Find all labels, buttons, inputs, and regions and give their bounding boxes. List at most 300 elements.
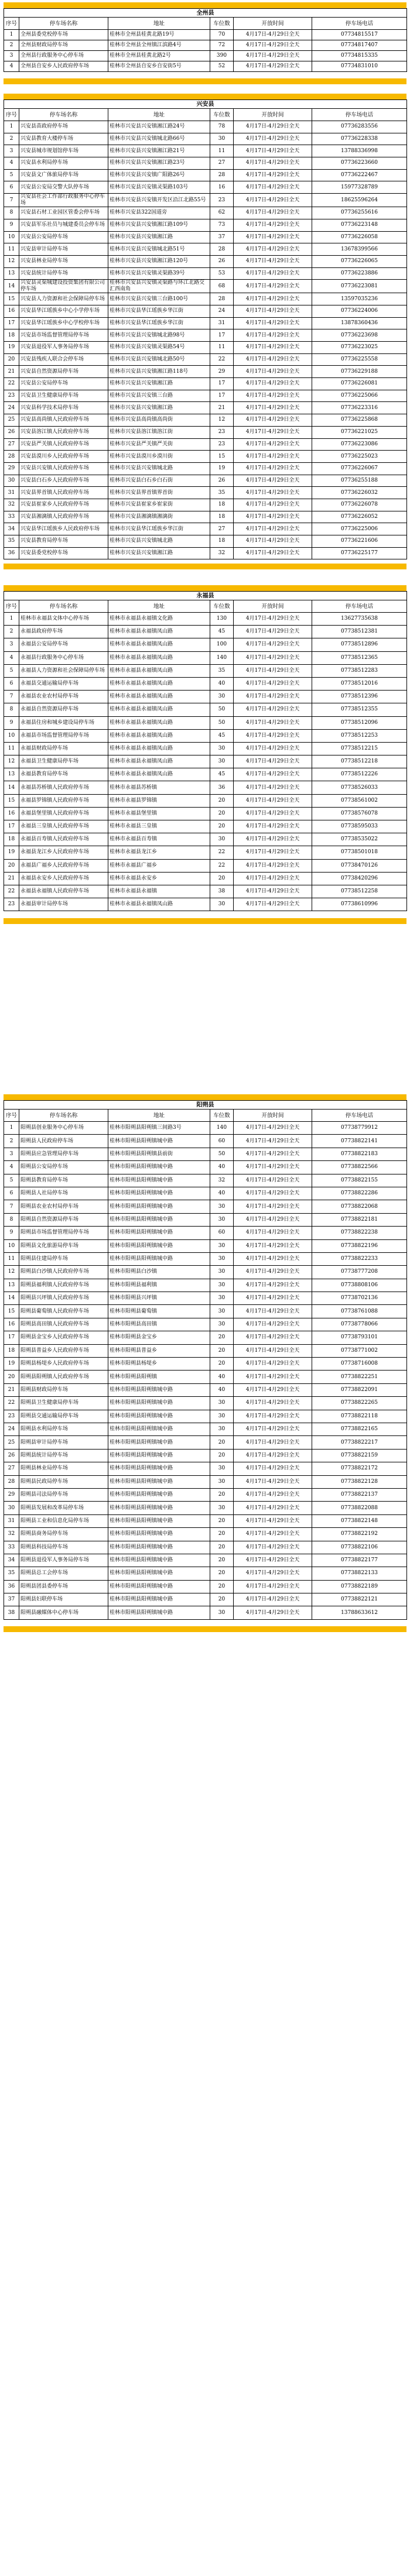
lot-address: 桂林市永福县永福镇凤山路 xyxy=(108,677,210,690)
space-count: 32 xyxy=(210,547,234,559)
open-time: 4月17日-4月29日全天 xyxy=(234,207,312,219)
row-index: 13 xyxy=(4,1279,19,1292)
lot-name: 阳朔县司法局停车场 xyxy=(19,1488,108,1501)
space-count: 45 xyxy=(210,768,234,781)
lot-address: 桂林市阳朔县阳朔镇城中路 xyxy=(108,1606,210,1619)
lot-name: 兴安县兴安镇人民政府停车场 xyxy=(19,462,108,475)
lot-name: 永福县广福乡人民政府停车场 xyxy=(19,859,108,872)
lot-phone: 07738512283 xyxy=(312,664,407,677)
table-row xyxy=(4,1148,407,1160)
space-count: 50 xyxy=(210,703,234,716)
table-row xyxy=(4,194,407,207)
lot-address: 桂林市兴安县兴安镇城北路50号 xyxy=(108,353,210,366)
lot-address: 桂林市阳朔县阳朔镇城中路 xyxy=(108,1502,210,1514)
row-index: 18 xyxy=(4,329,19,342)
lot-name: 阳朔县交通运输局停车场 xyxy=(19,1410,108,1423)
open-time: 4月17日-4月29日全天 xyxy=(234,1593,312,1606)
lot-phone: 07738501018 xyxy=(312,846,407,859)
section-4 xyxy=(4,1094,406,1632)
column-header: 地址 xyxy=(108,18,210,30)
lot-phone: 07738512215 xyxy=(312,742,407,755)
space-count: 30 xyxy=(210,1305,234,1318)
row-index: 2 xyxy=(4,1135,19,1148)
space-count: 100 xyxy=(210,638,234,651)
lot-phone: 07738822192 xyxy=(312,1528,407,1541)
table-row xyxy=(4,1292,407,1305)
open-time: 4月17日-4月29日全天 xyxy=(234,1292,312,1305)
row-index: 2 xyxy=(4,133,19,145)
space-count: 19 xyxy=(210,462,234,475)
row-index: 9 xyxy=(4,219,19,231)
table-row xyxy=(4,1593,407,1606)
space-count: 22 xyxy=(210,846,234,859)
lot-phone: 07738793101 xyxy=(312,1331,407,1344)
space-count: 30 xyxy=(210,133,234,145)
open-time: 4月17日-4月29日全天 xyxy=(234,1410,312,1423)
lot-address: 桂林市阳朔县阳朔镇城中路 xyxy=(108,1580,210,1593)
lot-address: 桂林市阳朔县阳朔镇城中路 xyxy=(108,1423,210,1435)
lot-phone: 07738512396 xyxy=(312,691,407,703)
space-count: 20 xyxy=(210,820,234,833)
space-count: 27 xyxy=(210,523,234,535)
row-index: 10 xyxy=(4,1239,19,1252)
space-count: 20 xyxy=(210,872,234,885)
lot-name: 永福县人力资源和社会保障局停车场 xyxy=(19,664,108,677)
open-time: 4月17日-4月29日全天 xyxy=(234,1279,312,1292)
space-count: 16 xyxy=(210,181,234,194)
lot-phone: 07738808106 xyxy=(312,1279,407,1292)
table-row xyxy=(4,1344,407,1357)
space-count: 30 xyxy=(210,1200,234,1213)
column-header: 车位数 xyxy=(210,600,234,613)
lot-phone: 07738822183 xyxy=(312,1148,407,1160)
open-time: 4月17日-4月29日全天 xyxy=(234,231,312,243)
lot-name: 兴安县公安局交警大队停车场 xyxy=(19,181,108,194)
row-index: 19 xyxy=(4,846,19,859)
table-row xyxy=(4,1488,407,1501)
lot-name: 阳朔县妇联停车场 xyxy=(19,1593,108,1606)
table-row xyxy=(4,872,407,885)
lot-name: 兴安县委党校停车场 xyxy=(19,547,108,559)
row-index: 36 xyxy=(4,1580,19,1593)
lot-name: 阳朔县科技局停车场 xyxy=(19,1541,108,1554)
row-index: 12 xyxy=(4,255,19,267)
space-count: 40 xyxy=(210,1371,234,1383)
table-row xyxy=(4,378,407,390)
lot-name: 兴安县华江瑶族乡人民政府停车场 xyxy=(19,523,108,535)
column-header: 地址 xyxy=(108,109,210,121)
lot-name: 兴安县公安局停车场 xyxy=(19,231,108,243)
lot-phone: 07738512365 xyxy=(312,651,407,664)
space-count: 70 xyxy=(210,30,234,40)
space-count: 30 xyxy=(210,755,234,768)
lot-address: 桂林市永福县广福乡 xyxy=(108,859,210,872)
lot-phone: 07738822196 xyxy=(312,1239,407,1252)
space-count: 28 xyxy=(210,293,234,305)
table-row xyxy=(4,703,407,716)
lot-address: 桂林市阳朔县阳朔镇城中路 xyxy=(108,1200,210,1213)
lot-address: 桂林市兴安县兴安镇湘江路 xyxy=(108,231,210,243)
lot-phone: 07736255188 xyxy=(312,475,407,487)
row-index: 3 xyxy=(4,51,19,61)
space-count: 31 xyxy=(210,317,234,329)
lot-name: 阳朔县普益乡人民政府停车场 xyxy=(19,1344,108,1357)
table-row xyxy=(4,1514,407,1527)
section-top-band xyxy=(4,585,406,591)
open-time: 4月17日-4月29日全天 xyxy=(234,1488,312,1501)
table-row xyxy=(4,426,407,438)
table-row xyxy=(4,219,407,231)
lot-name: 阳朔县财政局停车场 xyxy=(19,1383,108,1396)
space-count: 23 xyxy=(210,426,234,438)
column-header: 车位数 xyxy=(210,18,234,30)
lot-name: 阳朔县兴坪镇人民政府停车场 xyxy=(19,1292,108,1305)
row-index: 23 xyxy=(4,1410,19,1423)
lot-phone: 07738779912 xyxy=(312,1122,407,1135)
open-time: 4月17日-4月29日全天 xyxy=(234,872,312,885)
lot-phone: 13788633612 xyxy=(312,1606,407,1619)
table-row xyxy=(4,859,407,872)
row-index: 7 xyxy=(4,691,19,703)
column-header: 开放时间 xyxy=(234,109,312,121)
space-count: 20 xyxy=(210,1593,234,1606)
lot-address: 桂林市兴安县兴安镇三台路 xyxy=(108,390,210,402)
open-time: 4月17日-4月29日全天 xyxy=(234,157,312,170)
table-row xyxy=(4,133,407,145)
lot-address: 桂林市阳朔县阳朔镇城中路 xyxy=(108,1135,210,1148)
space-count: 21 xyxy=(210,402,234,414)
row-index: 32 xyxy=(4,1528,19,1541)
lot-phone: 07736225006 xyxy=(312,523,407,535)
lot-phone: 07738822121 xyxy=(312,1593,407,1606)
lot-address: 桂林市阳朔县阳朔镇城中路 xyxy=(108,1514,210,1527)
open-time: 4月17日-4月29日全天 xyxy=(234,438,312,451)
row-index: 32 xyxy=(4,499,19,511)
lot-address: 桂林市兴安县兴安镇城北路51号 xyxy=(108,243,210,256)
space-count: 40 xyxy=(210,1161,234,1174)
table-row xyxy=(4,1358,407,1371)
lot-address: 桂林市阳朔县阳朔镇城中路 xyxy=(108,1174,210,1187)
row-index: 7 xyxy=(4,1200,19,1213)
open-time: 4月17日-4月29日全天 xyxy=(234,475,312,487)
lot-phone: 07736223886 xyxy=(312,267,407,280)
row-index: 20 xyxy=(4,859,19,872)
lot-name: 阳朔县总工会停车场 xyxy=(19,1567,108,1580)
lot-name: 兴安县城市规划馆停车场 xyxy=(19,145,108,157)
row-index: 8 xyxy=(4,1213,19,1226)
lot-address: 桂林市阳朔县阳朔镇城中路 xyxy=(108,1227,210,1239)
open-time: 4月17日-4月29日全天 xyxy=(234,768,312,781)
table-row xyxy=(4,305,407,317)
space-count: 15 xyxy=(210,451,234,463)
lot-address: 桂林市阳朔县阳朔镇城中路 xyxy=(108,1383,210,1396)
lot-address: 桂林市永福县永福镇凤山路 xyxy=(108,742,210,755)
lot-name: 全州县自安乡人民政府停车场 xyxy=(19,61,108,72)
county-title: 全州县 xyxy=(4,9,407,18)
lot-name: 阳朔县自然资源局停车场 xyxy=(19,1213,108,1226)
open-time: 4月17日-4月29日全天 xyxy=(234,691,312,703)
open-time: 4月17日-4月29日全天 xyxy=(234,329,312,342)
space-count: 35 xyxy=(210,664,234,677)
lot-phone: 15977328789 xyxy=(312,181,407,194)
lot-phone: 07736228338 xyxy=(312,133,407,145)
lot-phone: 07738822137 xyxy=(312,1488,407,1501)
space-count: 32 xyxy=(210,1174,234,1187)
space-count: 30 xyxy=(210,1397,234,1410)
lot-phone: 07738512226 xyxy=(312,768,407,781)
space-count: 29 xyxy=(210,366,234,378)
table-row xyxy=(4,1475,407,1488)
row-index: 14 xyxy=(4,781,19,794)
lot-address: 桂林市阳朔县阳朔镇城中路 xyxy=(108,1239,210,1252)
lot-name: 阳朔县人民政府停车场 xyxy=(19,1135,108,1148)
lot-name: 永福县审计局停车场 xyxy=(19,898,108,911)
row-index: 12 xyxy=(4,1266,19,1279)
open-time: 4月17日-4月29日全天 xyxy=(234,1541,312,1554)
header-row xyxy=(4,1110,407,1122)
space-count: 30 xyxy=(210,1502,234,1514)
space-count: 26 xyxy=(210,255,234,267)
lot-phone: 07736283556 xyxy=(312,121,407,133)
open-time: 4月17日-4月29日全天 xyxy=(234,511,312,523)
lot-name: 永福县罗锦镇人民政府停车场 xyxy=(19,794,108,807)
table-row xyxy=(4,1239,407,1252)
lot-phone: 07738576078 xyxy=(312,807,407,820)
lot-phone: 07736226058 xyxy=(312,231,407,243)
table-row xyxy=(4,511,407,523)
header-row xyxy=(4,18,407,30)
lot-address: 桂林市阳朔县阳朔镇城中路 xyxy=(108,1187,210,1200)
lot-address: 桂林市全州县自安乡自安街5号 xyxy=(108,61,210,72)
row-index: 37 xyxy=(4,1593,19,1606)
lot-phone: 07736225066 xyxy=(312,390,407,402)
table-row xyxy=(4,317,407,329)
column-header: 开放时间 xyxy=(234,600,312,613)
table-row xyxy=(4,742,407,755)
table-row xyxy=(4,1252,407,1265)
lot-name: 兴安县溶江镇人民政府停车场 xyxy=(19,426,108,438)
open-time: 4月17日-4月29日全天 xyxy=(234,30,312,40)
space-count: 20 xyxy=(210,1358,234,1371)
row-index: 24 xyxy=(4,402,19,414)
row-index: 29 xyxy=(4,462,19,475)
table-row xyxy=(4,1554,407,1567)
open-time: 4月17日-4月29日全天 xyxy=(234,1122,312,1135)
space-count: 22 xyxy=(210,859,234,872)
row-index: 15 xyxy=(4,293,19,305)
open-time: 4月17日-4月29日全天 xyxy=(234,145,312,157)
lot-name: 兴安县残疾人联合会停车场 xyxy=(19,353,108,366)
open-time: 4月17日-4月29日全天 xyxy=(234,402,312,414)
lot-address: 桂林市兴安县溶江镇溶江街 xyxy=(108,426,210,438)
table-row xyxy=(4,651,407,664)
row-index: 28 xyxy=(4,1475,19,1488)
open-time: 4月17日-4月29日全天 xyxy=(234,267,312,280)
lot-address: 桂林市全州县桂黄北路19号 xyxy=(108,30,210,40)
row-index: 29 xyxy=(4,1488,19,1501)
open-time: 4月17日-4月29日全天 xyxy=(234,716,312,729)
row-index: 22 xyxy=(4,885,19,898)
row-index: 8 xyxy=(4,207,19,219)
lot-phone: 07736226052 xyxy=(312,511,407,523)
table-row xyxy=(4,329,407,342)
space-count: 52 xyxy=(210,61,234,72)
lot-phone: 07738610996 xyxy=(312,898,407,911)
row-index: 36 xyxy=(4,547,19,559)
lot-phone: 07736226081 xyxy=(312,378,407,390)
county-title: 阳朔县 xyxy=(4,1101,407,1110)
lot-phone: 07738777208 xyxy=(312,1266,407,1279)
lot-phone: 07738778066 xyxy=(312,1318,407,1331)
lot-phone: 07738512896 xyxy=(312,638,407,651)
lot-phone: 07736221025 xyxy=(312,426,407,438)
lot-phone: 07738535022 xyxy=(312,833,407,846)
column-header: 停车场电话 xyxy=(312,18,407,30)
table-row xyxy=(4,781,407,794)
table-row xyxy=(4,475,407,487)
table-row xyxy=(4,535,407,548)
lot-address: 桂林市永福县永福镇凤山路 xyxy=(108,691,210,703)
table-row xyxy=(4,462,407,475)
section-top-band xyxy=(4,2,406,8)
table-row xyxy=(4,1410,407,1423)
open-time: 4月17日-4月29日全天 xyxy=(234,342,312,354)
lot-address: 桂林市永福县永福镇 xyxy=(108,885,210,898)
lot-phone: 13788336998 xyxy=(312,145,407,157)
table-row xyxy=(4,626,407,638)
row-index: 23 xyxy=(4,898,19,911)
row-index: 9 xyxy=(4,716,19,729)
open-time: 4月17日-4月29日全天 xyxy=(234,426,312,438)
lot-phone: 07738822128 xyxy=(312,1475,407,1488)
lot-name: 阳朔县工业和信息化局停车场 xyxy=(19,1514,108,1527)
table-row xyxy=(4,1331,407,1344)
lot-phone: 07736229188 xyxy=(312,366,407,378)
open-time: 4月17日-4月29日全天 xyxy=(234,1200,312,1213)
header-row xyxy=(4,109,407,121)
row-index: 28 xyxy=(4,451,19,463)
lot-address: 桂林市永福县永福镇凤山路 xyxy=(108,651,210,664)
lot-name: 兴安县崔家乡人民政府停车场 xyxy=(19,499,108,511)
open-time: 4月17日-4月29日全天 xyxy=(234,794,312,807)
lot-phone: 07738822155 xyxy=(312,1174,407,1187)
column-header: 停车场名称 xyxy=(19,18,108,30)
row-index: 11 xyxy=(4,1252,19,1265)
row-index: 1 xyxy=(4,613,19,626)
open-time: 4月17日-4月29日全天 xyxy=(234,1502,312,1514)
lot-address: 桂林市兴安县兴安镇城北路 xyxy=(108,535,210,548)
row-index: 13 xyxy=(4,267,19,280)
table-row xyxy=(4,1135,407,1148)
table-row xyxy=(4,181,407,194)
open-time: 4月17日-4月29日全天 xyxy=(234,1331,312,1344)
lot-name: 永福县交通运输局停车场 xyxy=(19,677,108,690)
row-index: 4 xyxy=(4,1161,19,1174)
lot-address: 桂林市阳朔县杨堤乡 xyxy=(108,1358,210,1371)
space-count: 18 xyxy=(210,499,234,511)
lot-name: 兴安县退役军人事务局停车场 xyxy=(19,342,108,354)
column-header: 序号 xyxy=(4,18,19,30)
lot-address: 桂林市阳朔县阳朔镇 xyxy=(108,1371,210,1383)
lot-address: 桂林市阳朔县阳朔镇城中路 xyxy=(108,1252,210,1265)
parking-table xyxy=(4,8,407,72)
lot-phone: 07738822088 xyxy=(312,1502,407,1514)
row-index: 17 xyxy=(4,317,19,329)
lot-address: 桂林市永福县苏桥镇 xyxy=(108,781,210,794)
row-index: 20 xyxy=(4,1371,19,1383)
lot-phone: 07738822091 xyxy=(312,1383,407,1396)
lot-phone: 07734815517 xyxy=(312,30,407,40)
space-count: 20 xyxy=(210,794,234,807)
lot-phone: 13878360436 xyxy=(312,317,407,329)
lot-name: 阳朔县人社局停车场 xyxy=(19,1187,108,1200)
table-row xyxy=(4,121,407,133)
space-count: 78 xyxy=(210,121,234,133)
table-row xyxy=(4,1200,407,1213)
lot-address: 桂林市兴安县华江瑶族乡华江街 xyxy=(108,317,210,329)
open-time: 4月17日-4月29日全天 xyxy=(234,462,312,475)
row-index: 10 xyxy=(4,729,19,742)
open-time: 4月17日-4月29日全天 xyxy=(234,523,312,535)
open-time: 4月17日-4月29日全天 xyxy=(234,703,312,716)
column-header: 序号 xyxy=(4,1110,19,1122)
open-time: 4月17日-4月29日全天 xyxy=(234,390,312,402)
table-row xyxy=(4,898,407,911)
table-row xyxy=(4,1279,407,1292)
lot-address: 桂林市兴安县兴安镇湘江路 xyxy=(108,547,210,559)
table-row xyxy=(4,820,407,833)
lot-phone: 07738512381 xyxy=(312,626,407,638)
space-count: 24 xyxy=(210,305,234,317)
lot-name: 兴安县统计局停车场 xyxy=(19,267,108,280)
table-row xyxy=(4,846,407,859)
lot-name: 兴安县卫生健康局停车场 xyxy=(19,390,108,402)
lot-address: 桂林市阳朔县阳朔镇县前街 xyxy=(108,1148,210,1160)
lot-phone: 07738470126 xyxy=(312,859,407,872)
lot-address: 桂林市兴安县湘漓镇湘漓街 xyxy=(108,511,210,523)
parking-table xyxy=(4,1100,407,1620)
lot-name: 永福县财政局停车场 xyxy=(19,742,108,755)
open-time: 4月17日-4月29日全天 xyxy=(234,1161,312,1174)
open-time: 4月17日-4月29日全天 xyxy=(234,1475,312,1488)
lot-name: 永福县堡里镇人民政府停车场 xyxy=(19,807,108,820)
row-index: 11 xyxy=(4,243,19,256)
lot-address: 桂林市兴安县兴安镇灵渠路103号 xyxy=(108,181,210,194)
table-row xyxy=(4,729,407,742)
lot-phone: 07738822233 xyxy=(312,1252,407,1265)
column-header: 停车场名称 xyxy=(19,109,108,121)
lot-address: 桂林市永福县永福镇凤山路 xyxy=(108,755,210,768)
open-time: 4月17日-4月29日全天 xyxy=(234,1436,312,1449)
row-index: 31 xyxy=(4,487,19,499)
space-count: 30 xyxy=(210,1475,234,1488)
lot-address: 桂林市兴安县高尚镇高尚街 xyxy=(108,414,210,427)
space-count: 28 xyxy=(210,169,234,181)
open-time: 4月17日-4月29日全天 xyxy=(234,1318,312,1331)
lot-phone: 07738761088 xyxy=(312,1305,407,1318)
lot-phone: 07736223316 xyxy=(312,402,407,414)
row-index: 15 xyxy=(4,794,19,807)
row-index: 30 xyxy=(4,1502,19,1514)
open-time: 4月17日-4月29日全天 xyxy=(234,293,312,305)
table-row xyxy=(4,51,407,61)
section-top-band xyxy=(4,94,406,99)
lot-phone: 07736223081 xyxy=(312,280,407,293)
lot-name: 永福县行政服务中心停车场 xyxy=(19,651,108,664)
row-index: 25 xyxy=(4,414,19,427)
open-time: 4月17日-4月29日全天 xyxy=(234,378,312,390)
open-time: 4月17日-4月29日全天 xyxy=(234,626,312,638)
